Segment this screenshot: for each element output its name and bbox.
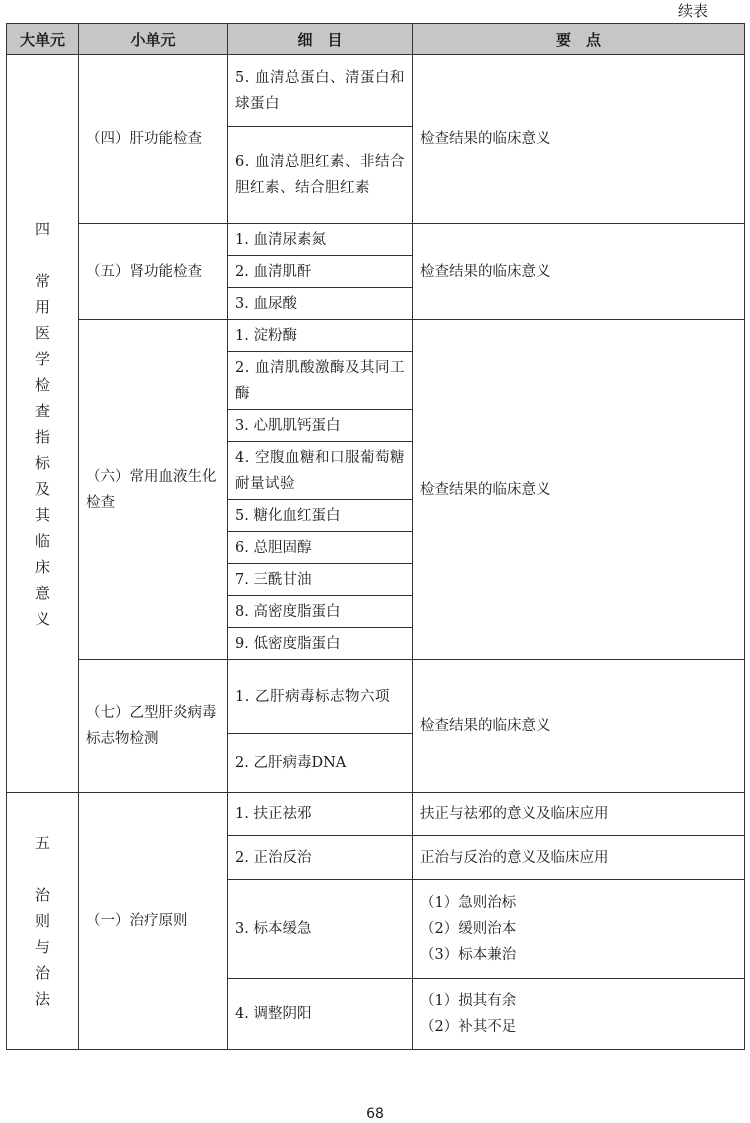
detail-item: 9. 低密度脂蛋白 [228, 628, 413, 660]
table-row [7, 55, 745, 127]
sub-unit-kidney: （五）肾功能检查 [79, 224, 228, 320]
detail-item: 1. 扶正祛邪 [228, 793, 413, 836]
table-row [7, 224, 745, 256]
detail-item: 6. 血清总胆红素、非结合胆红素、结合胆红素 [228, 127, 413, 224]
sub-unit-liver: （四）肝功能检查 [79, 55, 228, 224]
sub-unit-biochem: （六）常用血液生化检查 [79, 320, 228, 660]
unit-number: 四 [34, 219, 50, 238]
key-point: （1）急则治标 （2）缓则治本 （3）标本兼治 [413, 880, 745, 979]
detail-item: 2. 正治反治 [228, 836, 413, 880]
table-row [7, 660, 745, 734]
header-key-points: 要 点 [413, 24, 745, 55]
key-point: 扶正与祛邪的意义及临床应用 [413, 793, 745, 836]
header-details: 细 目 [228, 24, 413, 55]
detail-item: 8. 高密度脂蛋白 [228, 596, 413, 628]
header-row [7, 24, 745, 55]
continued-label: 续表 [677, 2, 708, 20]
key-point: 检查结果的临床意义 [413, 55, 745, 224]
detail-item: 1. 乙肝病毒标志物六项 [228, 660, 413, 734]
key-point: 检查结果的临床意义 [413, 224, 745, 320]
detail-item: 5. 糖化血红蛋白 [228, 500, 413, 532]
table-row [7, 793, 745, 836]
key-point: （1）损其有余 （2）补其不足 [413, 979, 745, 1050]
unit-number: 五 [34, 834, 50, 852]
page-number: 68 [366, 1106, 384, 1122]
header-sub-unit: 小单元 [79, 24, 228, 55]
detail-item: 2. 血清肌酸激酶及其同工酶 [228, 352, 413, 410]
key-point: 正治与反治的意义及临床应用 [413, 836, 745, 880]
detail-item: 4. 空腹血糖和口服葡萄糖耐量试验 [228, 442, 413, 500]
detail-item: 1. 血清尿素氮 [228, 224, 413, 256]
header-major-unit: 大单元 [7, 24, 79, 55]
detail-item: 4. 调整阴阳 [228, 979, 413, 1050]
major-unit-five: 五 治 则 与 治 法 [7, 793, 79, 1050]
sub-unit-principles: （一）治疗原则 [79, 793, 228, 1050]
detail-item: 6. 总胆固醇 [228, 532, 413, 564]
syllabus-table [6, 23, 745, 1050]
table-row [7, 320, 745, 352]
detail-item: 3. 血尿酸 [228, 288, 413, 320]
detail-item: 2. 血清肌酐 [228, 256, 413, 288]
detail-item: 2. 乙肝病毒DNA [228, 734, 413, 793]
detail-item: 7. 三酰甘油 [228, 564, 413, 596]
detail-item: 1. 淀粉酶 [228, 320, 413, 352]
detail-item: 3. 标本缓急 [228, 880, 413, 979]
detail-item: 5. 血清总蛋白、清蛋白和球蛋白 [228, 55, 413, 127]
sub-unit-hbv: （七）乙型肝炎病毒标志物检测 [79, 660, 228, 793]
key-point: 检查结果的临床意义 [413, 320, 745, 660]
major-unit-four: 四 常 用 医 学 检 查 指 标 及 其 临 床 意 义 [7, 55, 79, 793]
key-point: 检查结果的临床意义 [413, 660, 745, 793]
detail-item: 3. 心肌肌钙蛋白 [228, 410, 413, 442]
